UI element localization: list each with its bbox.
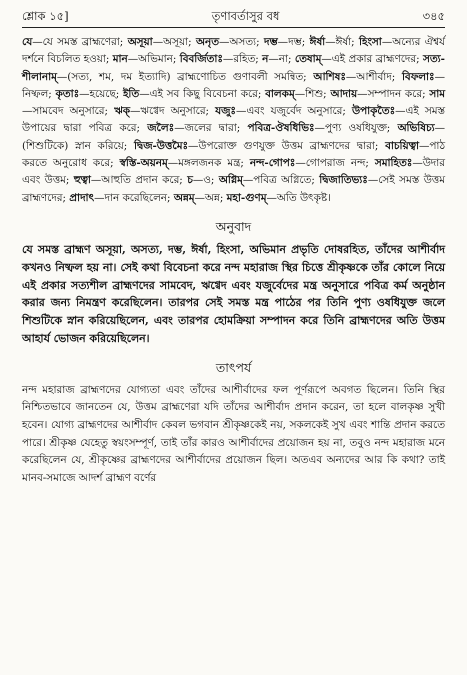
sanskrit-word: মহা-গুণম্ [226, 191, 267, 204]
word-meaning: —শিশু; [294, 87, 331, 100]
word-meaning: —যে সমস্ত ব্রাহ্মণেরা; [32, 36, 128, 48]
sanskrit-word: সাম [429, 87, 445, 100]
word-meaning: —মঙ্গলজনক মন্ত্র; [167, 157, 250, 170]
word-meaning: —পাঠ করতে অনুরোধ করে; [22, 139, 445, 170]
sanskrit-word: পবিত্র-ঔষধিভিঃ [247, 122, 315, 135]
sanskrit-word: বাচয়িত্বা [385, 139, 419, 152]
verse-number: শ্লোক ১৫] [22, 9, 69, 23]
word-meaning: —ঈর্ষা; [325, 36, 360, 48]
word-meaning: —অসত্য; [219, 36, 264, 48]
word-meaning: —অন্যের ঐশ্বর্য দর্শনে বিচলিত হওয়া; [22, 36, 445, 66]
word-meaning: —অন্ন; [194, 191, 227, 204]
word-meaning: —পবিত্র অগ্নিতে; [242, 174, 320, 187]
sanskrit-word: আদায় [330, 87, 358, 100]
sanskrit-word: চ [187, 174, 193, 187]
sanskrit-word: বিফলাঃ [401, 70, 435, 83]
word-meaning: —ঋগ্বেদ অনুসারে; [130, 105, 216, 118]
sanskrit-word: যজুঃ [215, 105, 236, 118]
word-meaning: —সামবেদ অনুসারে; [22, 105, 115, 118]
word-meaning: —রহিত; [222, 53, 263, 66]
sanskrit-word: ঈর্ষা [309, 36, 326, 48]
sanskrit-word: যে [22, 36, 33, 48]
word-meaning: —সম্পাদন করে; [357, 87, 430, 100]
sanskrit-word: নন্দ-গোপঃ [249, 157, 296, 170]
sanskrit-word: মান [112, 53, 128, 66]
page-number: ৩৪৫ [422, 9, 445, 23]
purport-heading: তাৎপর্য [215, 359, 252, 375]
sanskrit-word: ঋক্ [114, 105, 130, 118]
word-meaning: —এই প্রকার ব্রাহ্মণদের; [321, 53, 423, 66]
word-meaning: —দম্ভ; [277, 36, 310, 48]
word-meaning: —হয়েছে; [79, 87, 124, 100]
sanskrit-word: দ্বিজ-উত্তমৈঃ [134, 139, 189, 152]
sanskrit-word: বিবর্জিতাঃ [179, 53, 223, 66]
purport-text: নন্দ মহারাজ ব্রাহ্মণদের যোগ্যতা এবং তাঁদের আশীর্বাদের ফল পূর্ণরূপে অবগত ছিলেন। তিনি স্থির নিশ্চিতভাবে জানতেন যে, উত্তম ব্রাহ্মণেরা যদি তাঁদের আশীর্বাদ প্রদান করেন, তা হলে বালকৃষ্ণ সুখী হবেন। যোগ্য ব্রাহ্মণদের আশীর্বাদ কেবল ভগবান শ্রীকৃষ্ণকেই নয়, সকলকেই সুখ এবং শান্তি প্রদান করতে পারে। শ্রীকৃষ্ণ যেহেতু স্বয়ংসম্পূর্ণ, তাই তাঁর কারও আশীর্বাদের প্রয়োজন হয় না, তবুও নন্দ মহারাজ মনে করেছিলেন যে, শ্রীকৃষ্ণের ব্রাহ্মণদের আশীর্বাদের প্রয়োজন ছিল। অতএব অন্যদের আর কি কথা? তাই মানব-সমাজে আদর্শ ব্রাহ্মণ বর্ণের [22, 383, 445, 484]
sanskrit-word: অগ্নিম্ [218, 174, 243, 187]
sanskrit-word: উপাকৃতৈঃ [351, 105, 396, 118]
sanskrit-word: ন [262, 53, 269, 66]
word-meaning: —(শিশুটিকে) স্নান করিয়ে; [22, 122, 445, 152]
sanskrit-word: তেষাম্ [294, 53, 322, 66]
running-header [22, 8, 445, 26]
word-meaning: —অভিমান; [127, 53, 180, 66]
word-meaning: —গোপরাজ নন্দ; [295, 157, 375, 170]
sanskrit-word: বালকম্ [265, 87, 295, 100]
word-meaning: —নিষ্ফল; [22, 70, 445, 100]
sanskrit-word: জলৈঃ [147, 122, 175, 135]
word-meaning: —না; [268, 53, 295, 66]
word-meaning: —আশীর্বাদ; [345, 70, 402, 83]
chapter-title: তৃণাবর্তাসুর বধ [211, 9, 280, 23]
word-meaning: —এই সমস্ত উপায়ের দ্বারা পবিত্র করে; [22, 105, 446, 135]
sanskrit-word: অভিষিচ্য [397, 122, 435, 135]
header-rule [22, 27, 445, 28]
translation-text: যে সমস্ত ব্রাহ্মণ অসূয়া, অসত্য, দম্ভ, ঈর্ষা, হিংসা, অভিমান প্রভৃতি দোষরহিত, তাঁদের আশীর্বাদ কখনও নিষ্ফল হয় না। সেই কথা বিবেচনা করে নন্দ মহারাজ স্থির চিত্তে শ্রীকৃষ্ণকে তাঁর কোলে নিয়ে এই প্রকার সত্যশীল ব্রাহ্মণদের সামবেদ, ঋগ্বেদ এবং যজুর্বেদের মন্ত্র অনুসারে পবিত্র কর্ম অনুষ্ঠান করার জন্য নিমন্ত্রণ করেছিলেন। তারপর সেই সমস্ত মন্ত্র পাঠের পর তিনি পুণ্য ওষধিযুক্ত জলে শিশুটিকে স্নান করিয়েছিলেন, এবং তারপর হোমক্রিয়া সম্পাদন করে তিনি ব্রাহ্মণদের অতি উত্তম আহার্য ভোজন করিয়েছিলেন। [22, 242, 445, 345]
sanskrit-word: দ্বিজাতিভ্যঃ [319, 174, 368, 187]
sanskrit-word: আশিষঃ [313, 70, 346, 83]
word-meaning: —(সত্য, শম, দম ইত্যাদি) ব্রাহ্মণোচিত গুণাবলী সমন্বিত; [56, 70, 314, 83]
sanskrit-word: অন্নম্ [173, 191, 195, 204]
sanskrit-word: অসূয়া [127, 36, 153, 48]
word-meaning: —সেই সমস্ত উত্তম ব্রাহ্মণদের; [22, 174, 445, 204]
sanskrit-word: দম্ভ [263, 36, 278, 48]
word-meaning: —অতি উৎকৃষ্ট। [266, 191, 331, 204]
sanskrit-word: স্বস্তি-অয়নম্ [119, 157, 168, 170]
sanskrit-word: অনৃত [196, 36, 219, 48]
word-meaning: —এই সব কিছু বিবেচনা করে; [139, 87, 266, 100]
word-meaning: —অসূয়া; [152, 36, 196, 48]
sanskrit-word: প্রাদাৎ [69, 191, 95, 204]
word-for-word-synonyms [22, 34, 445, 207]
word-meaning: —দান করেছিলেন; [94, 191, 174, 204]
sanskrit-word: ইতি [123, 87, 140, 100]
word-meaning: —ও; [192, 174, 219, 187]
sanskrit-word: হিংসা [359, 36, 382, 48]
word-meaning: —জলের দ্বারা; [174, 122, 248, 135]
sanskrit-word: কৃতাঃ [55, 87, 80, 100]
sanskrit-word: হুত্বা [73, 174, 91, 187]
word-meaning: —উদার এবং উত্তম; [22, 157, 445, 187]
word-meaning: —এবং যজুর্বেদ অনুসারে; [235, 105, 352, 118]
sanskrit-word: সত্য-শীলানাম্ [22, 53, 445, 83]
word-meaning: —উপরোক্ত গুণযুক্ত উত্তম ব্রাহ্মণদের দ্বারা; [188, 139, 386, 152]
sanskrit-word: সমাহিতঃ [374, 157, 413, 170]
translation-heading: অনুবাদ [215, 218, 252, 234]
word-meaning: —পুণ্য ওষধিযুক্ত; [314, 122, 398, 135]
word-meaning: —আহুতি প্রদান করে; [90, 174, 188, 187]
